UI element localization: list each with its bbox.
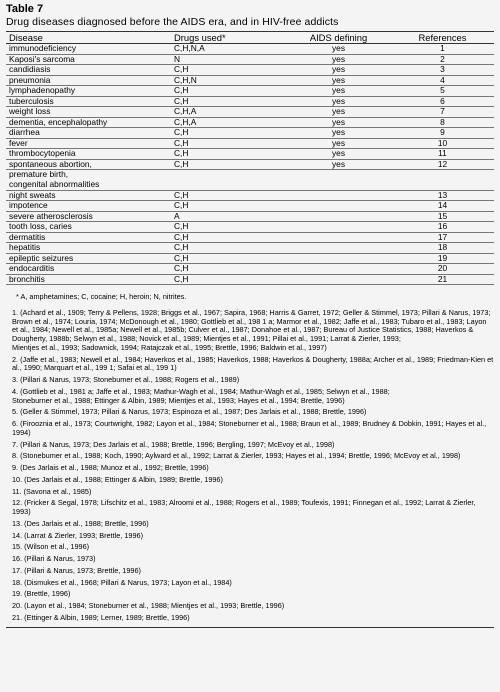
reference-cell: 5	[391, 86, 494, 97]
reference-note: 8. (Stonebumer et al., 1988; Koch, 1990; Aylward et al., 1992; Larrat & Zierler, 1993; Hayes et al., 1994; Brettle, 1996; McEvoy et al., 1998)	[12, 451, 461, 461]
reference-cell: 7	[391, 107, 494, 118]
drugs-cell: C,H,A	[171, 117, 286, 128]
aids-defining-cell: yes	[286, 44, 391, 55]
reference-note: 4. (Gottlieb et al., 1981 a; Jaffe et al., 1983; Mathur-Wagh et al., 1984; Mathur-Wagh et al., 1985; Selwyn et al., 1988; Stoneburner et al., 1988; Ettinger & Albin, 1989; Mientjes et al., 1993; Hayes et al., 1994; Brettle, 1996)	[12, 386, 390, 405]
disease-cell: candidiasis	[6, 65, 171, 76]
disease-cell: night sweats	[6, 190, 171, 201]
disease-cell: tooth loss, caries	[6, 222, 171, 233]
table-row	[6, 44, 494, 55]
disease-cell: pneumonia	[6, 75, 171, 86]
reference-note: 2. (Jaffe et al., 1983; Newell et al., 1984; Haverkos et al., 1985; Haverkos, 1988; Haverkos & Dougherty, 1988a; Archer et al., 1989; Friedman-Kien et al., 1990; Marquart et al., 199 1; Safai et al., 199 1)	[12, 354, 494, 373]
disease-cell: tuberculosis	[6, 96, 171, 107]
drugs-cell: C,H	[171, 264, 286, 275]
drug-abbreviation-note: * A, amphetamines; C, cocaine; H, heroin; N, nitrites.	[16, 292, 187, 301]
drugs-cell: C,H,N	[171, 75, 286, 86]
reference-cell: 17	[391, 232, 494, 243]
drugs-cell: C,H	[171, 65, 286, 76]
aids-defining-cell: yes	[286, 138, 391, 149]
aids-defining-cell: yes	[286, 159, 391, 170]
drugs-cell: C,H	[171, 86, 286, 97]
reference-cell: 14	[391, 201, 494, 212]
header-disease: Disease	[6, 32, 171, 44]
disease-cell: Kaposi's sarcoma	[6, 54, 171, 65]
table-row	[6, 159, 494, 170]
drugs-cell: C,H	[171, 222, 286, 233]
table-row	[6, 232, 494, 243]
reference-note: 10. (Des Jarlais et al., 1988; Ettinger & Albin, 1989; Brettle, 1996)	[12, 474, 223, 484]
table-row	[6, 222, 494, 233]
reference-note: 14. (Larrat & Zierler, 1993; Brettle, 1996)	[12, 530, 144, 540]
header-references: References	[391, 32, 494, 44]
drugs-cell: C,H	[171, 232, 286, 243]
table-row	[6, 54, 494, 65]
reference-cell: 8	[391, 117, 494, 128]
reference-note: 9. (Des Jarlais et al., 1988; Munoz et al., 1992; Brettle, 1996)	[12, 463, 209, 472]
reference-note: 13. (Des Jarlais et al., 1988; Brettle, 1996)	[12, 518, 149, 528]
reference-note: 11. (Savona et al., 1985)	[12, 486, 92, 496]
disease-cell: dermatitis	[6, 232, 171, 243]
reference-note: 7. (Pillari & Narus, 1973; Des Jarlais et al., 1988; Brettle, 1996; Bergling, 1997; McEvoy et al., 1998)	[12, 439, 335, 449]
aids-defining-cell: yes	[286, 75, 391, 86]
reference-cell: 20	[391, 264, 494, 275]
table-row	[6, 107, 494, 118]
table-row	[6, 274, 494, 285]
disease-cell: fever	[6, 138, 171, 149]
table-row	[6, 170, 494, 191]
table-row	[6, 138, 494, 149]
reference-cell: 21	[391, 274, 494, 285]
reference-cell: 12	[391, 159, 494, 170]
reference-note: 16. (Pillari & Narus, 1973)	[12, 554, 96, 563]
reference-cell: 11	[391, 149, 494, 160]
table-row	[6, 75, 494, 86]
table-row	[6, 211, 494, 222]
drugs-cell: C,H	[171, 96, 286, 107]
reference-cell: 18	[391, 243, 494, 254]
aids-defining-cell	[286, 274, 391, 285]
reference-note: 18. (Dismukes et al., 1968; Pillari & Narus, 1973; Layon et al., 1984)	[12, 577, 232, 587]
disease-cell: severe atherosclerosis	[6, 211, 171, 222]
aids-defining-cell	[286, 211, 391, 222]
reference-note: 12. (Fricker & Segal, 1978; Lifschitz et al., 1983; Alroomi et al., 1988; Rogers et al., 1989; Toufexis, 1991; Finnegan et al., 1992; Larrat & Zierler, 1993)	[12, 498, 476, 516]
aids-defining-cell	[286, 243, 391, 254]
drugs-cell: C,H	[171, 274, 286, 285]
reference-note: 15. (Wilson et al., 1996)	[12, 542, 90, 552]
table-row	[6, 117, 494, 128]
reference-cell: 6	[391, 96, 494, 107]
drugs-cell: C,H	[171, 128, 286, 139]
reference-cell: 1	[391, 44, 494, 55]
table-caption: Drug diseases diagnosed before the AIDS era, and in HIV-free addicts	[6, 16, 339, 28]
reference-note: 3. (Pillari & Narus, 1973; Stonebumer et al., 1988; Rogers et al., 1989)	[12, 375, 240, 384]
reference-cell: 13	[391, 190, 494, 201]
drugs-cell: A	[171, 211, 286, 222]
reference-note: 21. (Ettinger & Albin, 1989; Lerner, 1989; Brettle, 1996)	[12, 612, 190, 622]
reference-note: 1. (Achard et al., 1909; Terry & Pellens, 1928; Briggs et al., 1967; Sapira, 1968; Harris & Garret, 1972; Geller & Stimmel, 1973; Pillari & Narus, 1973; Brown et al., 1974; Louria, 1974; McDonough et al., 1980; Gottlieb et al., 198 1 a; Marmor et al., 1982; Jaffe et al., 1983; Tubaro et al., 1983; Layon et al., 1984; Newell et al., 1985a; Newell et al., 1985b; Culver et al., 1987; Donahoe et al., 1987; Bureau of Justice Statistics, 1988; Haverkos & Dougherty, 1988b; Selwyn et al., 1988; Novick et al., 1989; Mientjes et al., 1991; Pillai et al., 1991; Larrat & Zierler, 1993; Mientjes et al., 1993; Sadownick, 1994; Ratajczak et al., 1995; Brettle, 1996; Baldwin et al., 1997)	[12, 307, 491, 352]
drugs-cell: N	[171, 54, 286, 65]
aids-defining-cell	[286, 264, 391, 275]
aids-defining-cell	[286, 190, 391, 201]
table-row	[6, 264, 494, 275]
table-row	[6, 149, 494, 160]
table-row	[6, 86, 494, 97]
drugs-cell: C,H	[171, 138, 286, 149]
reference-cell: 15	[391, 211, 494, 222]
drugs-cell	[171, 170, 286, 191]
table-body	[6, 44, 494, 285]
disease-cell: impotence	[6, 201, 171, 212]
disease-cell: epileptic seizures	[6, 253, 171, 264]
reference-cell: 10	[391, 138, 494, 149]
header-aids-defining: AIDS defining	[286, 32, 391, 44]
table-number: Table 7	[6, 3, 44, 15]
disease-cell: spontaneous abortion,	[6, 159, 171, 170]
aids-defining-cell: yes	[286, 128, 391, 139]
drugs-cell: C,H,A	[171, 107, 286, 118]
aids-defining-cell: yes	[286, 107, 391, 118]
aids-defining-cell	[286, 232, 391, 243]
disease-cell: hepatitis	[6, 243, 171, 254]
table-header-row	[6, 32, 494, 44]
table-row	[6, 190, 494, 201]
reference-note: 20. (Layon et al., 1984; Stoneburner et al., 1988; Mientjes et al., 1993; Brettle, 1996)	[12, 601, 285, 610]
table-row	[6, 128, 494, 139]
drugs-cell: C,H	[171, 253, 286, 264]
table-row	[6, 96, 494, 107]
reference-cell: 9	[391, 128, 494, 139]
drugs-cell: C,H,N,A	[171, 44, 286, 55]
aids-defining-cell	[286, 170, 391, 191]
aids-defining-cell: yes	[286, 65, 391, 76]
disease-cell: dementia, encephalopathy	[6, 117, 171, 128]
reference-cell	[391, 170, 494, 191]
header-drugs-used: Drugs used*	[171, 32, 286, 44]
aids-defining-cell	[286, 201, 391, 212]
aids-defining-cell: yes	[286, 54, 391, 65]
disease-cell: thrombocytopenia	[6, 149, 171, 160]
disease-table	[6, 31, 494, 285]
aids-defining-cell: yes	[286, 149, 391, 160]
footnotes	[6, 293, 494, 628]
reference-cell: 16	[391, 222, 494, 233]
reference-cell: 19	[391, 253, 494, 264]
drugs-cell: C,H	[171, 159, 286, 170]
table-row	[6, 243, 494, 254]
reference-note: 5. (Geller & Stimmel, 1973; Pillari & Narus, 1973; Espinoza et al., 1987; Des Jarlais et al., 1988; Brettle, 1996)	[12, 407, 367, 417]
disease-cell: immunodeficiency	[6, 44, 171, 55]
aids-defining-cell	[286, 253, 391, 264]
table-row	[6, 253, 494, 264]
disease-cell: weight loss	[6, 107, 171, 118]
reference-note: 17. (Pillari & Narus, 1973; Brettle, 1996)	[12, 565, 141, 575]
reference-note: 19. (Brettle, 1996)	[12, 589, 71, 599]
table-row	[6, 201, 494, 212]
reference-cell: 3	[391, 65, 494, 76]
drugs-cell: C,H	[171, 243, 286, 254]
aids-defining-cell: yes	[286, 117, 391, 128]
disease-cell: premature birth, congenital abnormalities	[6, 170, 171, 191]
disease-cell: endocarditis	[6, 264, 171, 275]
aids-defining-cell: yes	[286, 96, 391, 107]
drugs-cell: C,H	[171, 201, 286, 212]
drugs-cell: C,H	[171, 149, 286, 160]
aids-defining-cell: yes	[286, 86, 391, 97]
reference-cell: 4	[391, 75, 494, 86]
drugs-cell: C,H	[171, 190, 286, 201]
disease-cell: lymphadenopathy	[6, 86, 171, 97]
reference-cell: 2	[391, 54, 494, 65]
disease-cell: bronchitis	[6, 274, 171, 285]
table-row	[6, 65, 494, 76]
reference-note: 6. (Firooznia et al., 1973; Courtwright, 1982; Layon et al., 1984; Stoneburner et al., 1988; Braun et al., 1989; Brudney & Dobkin, 1991; Hayes et al., 1994)	[12, 419, 487, 437]
disease-cell: diarrhea	[6, 128, 171, 139]
aids-defining-cell	[286, 222, 391, 233]
